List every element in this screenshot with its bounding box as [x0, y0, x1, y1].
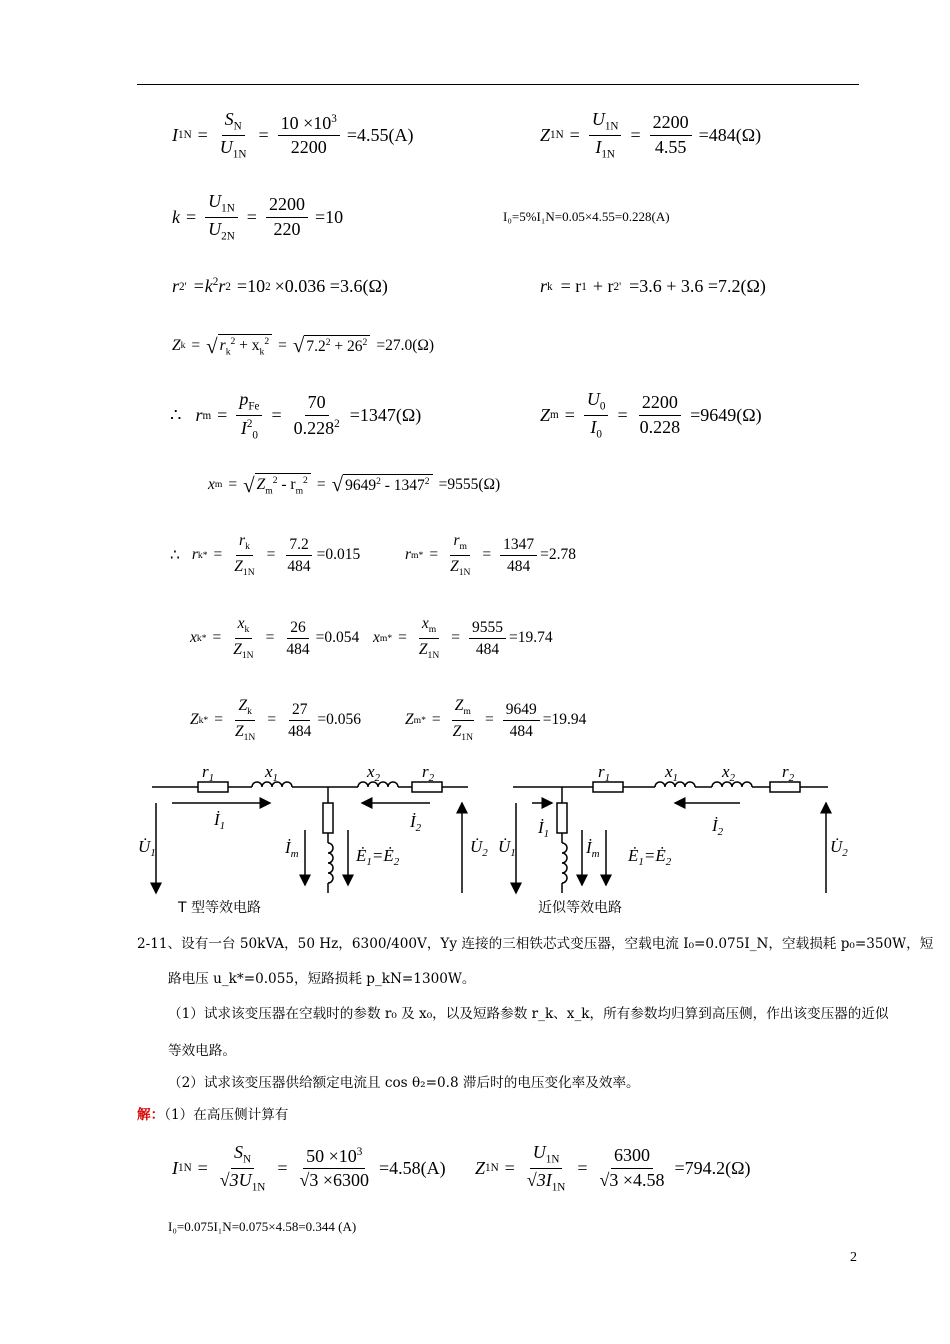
eq-i0: I₀=5%I₁N=0.05×4.55=0.228(A) [503, 209, 670, 224]
svg-text:U̇2: $U̇_2$ [470, 837, 488, 859]
eq-xm-pu: x m* = $\frac{x_m}{Z_{1N}}$ = $\frac{9555}{484}$ =19.74 [373, 615, 553, 661]
eq2-z1n: Z 1N = $\frac{U_{1N}}{√3I_{1N}}$ = $\frac{6300}{√3 \times 4.58}$ =794.2(Ω) [475, 1142, 751, 1194]
eq-z1n: Z 1N = $\frac{U_{1N}}{I_{1N}}$ = $\frac{2200}{4.55}$ =484(Ω) [540, 109, 762, 161]
eq-zk-pu: Z k* = $\frac{Z_k}{Z_{1N}}$ = $\frac{27}{484}$ =0.056 [190, 697, 361, 743]
svg-text:r1: $r_1$ [598, 762, 611, 784]
problem-line-1: 2-11、设有一台 50kVA，50 Hz，6300/400V，Yy 连接的三相铁芯式变压器，空载电流 I₀=0.075I_N，空载损耗 p₀=350W，短 [137, 936, 934, 952]
resistor-r2-approx [770, 782, 800, 792]
eq2-i0: I₀=0.075I₁N=0.075×4.58=0.344 (A) [168, 1219, 357, 1234]
resistor-rm [323, 803, 333, 833]
problem-line-3: （1）试求该变压器在空载时的参数 r₀ 及 x₀，以及短路参数 r_k、x_k，所有参数均归算到高压侧，作出该变压器的近似 [168, 1006, 889, 1022]
svg-text:r2: $r_2$ [422, 762, 435, 784]
problem-line-2: 路电压 u_k*=0.055，短路损耗 p_kN=1300W。 [168, 971, 476, 987]
eq-zm: Z m = $\frac{U_0}{I_0}$ = $\frac{2200}{0.228}$ =9649(Ω) [540, 389, 762, 441]
solution-text: （1）在高压侧计算有 [164, 1107, 289, 1123]
page-number: 2 [850, 1250, 857, 1265]
svg-text:Ė1=Ė2: $Ė_1=Ė_2$ [356, 846, 400, 868]
solution-label: 解： [137, 1107, 165, 1123]
svg-text:x1: $x_1$ [265, 762, 279, 784]
svg-text:İm: $İ_m$ [586, 838, 600, 860]
resistor-rm-approx [557, 803, 567, 833]
svg-text:x2: $x_2$ [367, 762, 381, 784]
caption-t-circuit: T 型等效电路 [178, 900, 262, 916]
svg-text:İ2: $İ_2$ [712, 816, 724, 838]
eq-rk-pu: ∴ r k* = $\frac{r_k}{Z_{1N}}$ = $\frac{7.2}{484}$ =0.015 [170, 532, 361, 578]
problem-line-4: 等效电路。 [168, 1043, 236, 1059]
svg-text:x2: $x_2$ [722, 762, 736, 784]
svg-text:İm: $İ_m$ [285, 838, 299, 860]
eq-rm-pu: r m* = $\frac{r_m}{Z_{1N}}$ = $\frac{1347}{484}$ =2.78 [405, 532, 577, 578]
eq-rm: ∴ r m = $\frac{p_{Fe}}{I^2_0}$ = $\frac{70}{0.228^2}$ =1347(Ω) [170, 389, 422, 442]
svg-text:U̇1: $U̇_1$ [138, 837, 156, 859]
eq-zk: Z k = √ $r_k^2 + x_k^2$ = √ $7.2^2 + 26^2$ =27.0(Ω) [172, 333, 435, 359]
approx-circuit [513, 782, 828, 893]
svg-text:İ2: $İ_2$ [410, 812, 422, 834]
eq-rk: r k = r 1 + r 2 ' =3.6 + 3.6 =7.2(Ω) [540, 276, 766, 296]
eq-i1n: I 1N = $\frac{S_N}{U_{1N}}$ = $\frac{10 \times 10^3}{2200}$ =4.55(A) [172, 109, 414, 161]
solution-heading [137, 1103, 288, 1123]
svg-text:r2: $r_2$ [782, 762, 795, 784]
eq-xm: x m = √ $Z_m^2 - r_m^2$ = √ 9649$^2$ - 1347$^2$ =9555(Ω) [208, 472, 501, 498]
svg-text:r1: $r_1$ [202, 762, 215, 784]
svg-text:x1: $x_1$ [665, 762, 679, 784]
t-circuit [152, 782, 468, 893]
eq-zm-pu: Z m* = $\frac{Z_m}{Z_{1N}}$ = $\frac{9649}{484}$ =19.94 [405, 697, 587, 743]
svg-text:U̇2: $U̇_2$ [830, 837, 848, 859]
eq-k: k = $\frac{U_{1N}}{U_{2N}}$ = $\frac{2200}{220}$ =10 [172, 191, 344, 243]
problem-line-5: （2）试求该变压器供给额定电流且 cos θ₂=0.8 滞后时的电压变化率及效率。 [168, 1075, 640, 1091]
svg-text:İ1: $İ_1$ [214, 810, 226, 832]
svg-text:İ1: $İ_1$ [538, 818, 550, 840]
resistor-r2 [412, 782, 442, 792]
eq-xk-pu: x k* = $\frac{x_k}{Z_{1N}}$ = $\frac{26}{484}$ =0.054 [190, 615, 360, 661]
caption-approx-circuit: 近似等效电路 [538, 900, 622, 916]
inductor-xm [328, 843, 333, 883]
svg-text:U̇1: $U̇_1$ [498, 837, 516, 859]
svg-text:Ė1=Ė2: $Ė_1=Ė_2$ [628, 846, 672, 868]
equivalent-circuits [130, 755, 850, 920]
eq-r2-prime: r 2 ' $=k^2$ r 2 =10 2 ×0.036 =3.6(Ω) [172, 276, 388, 296]
eq2-i1n: I 1N = $\frac{S_N}{√3U_{1N}}$ = $\frac{50 \times 10^3}{√3 \times 6300}$ =4.58(A) [172, 1142, 446, 1194]
inductor-xm-approx [562, 843, 567, 883]
header-rule [137, 84, 859, 85]
